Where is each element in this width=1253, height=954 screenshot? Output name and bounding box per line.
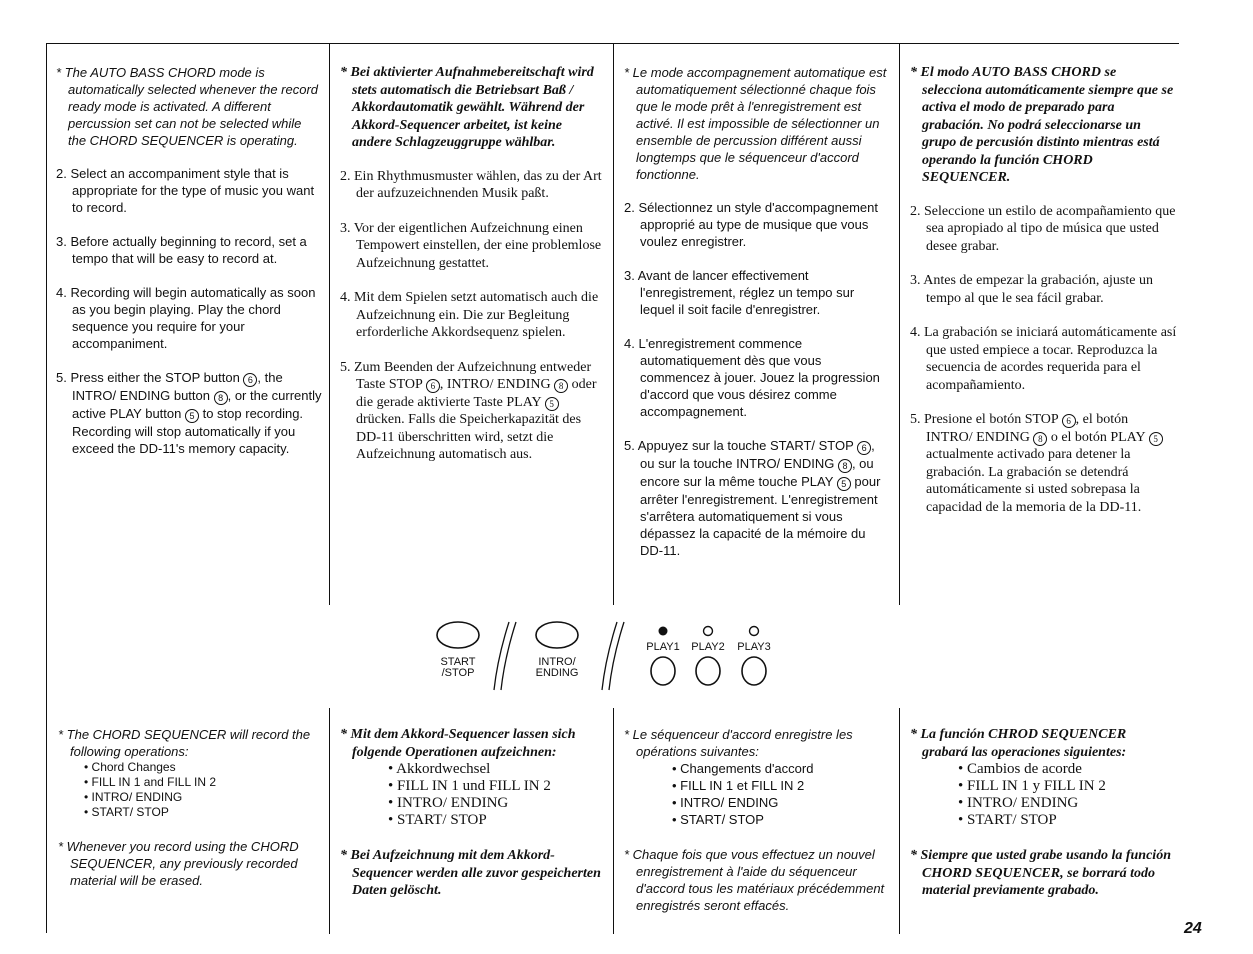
start-stop-button-icon [437, 622, 479, 648]
stop-button-ref-icon: 6 [1062, 414, 1076, 428]
note-english: * The AUTO BASS CHORD mode is automatically selected whenever the record ready mode is activated. A different percussion set can not be selected while the CHORD SEQUENCER is operating. [56, 65, 319, 148]
list-item: • FILL IN 1 et FILL IN 2 [672, 778, 805, 793]
step-2: 2. Ein Rhythmusmuster wählen, das zu der Art der aufzuzeichnenden Musik paßt. [340, 168, 602, 201]
intro-ending-button-ref-icon: 8 [214, 391, 228, 405]
stop-button-ref-icon: 6 [243, 373, 257, 387]
step-3: 3. Avant de lancer effectivement l'enregistrement, réglez un tempo sur lequel il soit facile d'enregistrer. [624, 268, 855, 317]
operations-list-english [58, 760, 320, 820]
list-item: • START/ STOP [388, 812, 487, 828]
list-item: • START/ STOP [84, 805, 169, 819]
play3-label: PLAY3 [737, 641, 771, 653]
list-item: • START/ STOP [672, 812, 764, 827]
play-button-ref-icon: 5 [837, 477, 851, 491]
step-2: 2. Select an accompaniment style that is appropriate for the type of music you want to record. [56, 166, 315, 215]
play1-led-icon [659, 627, 668, 636]
step-2: 2. Seleccione un estilo de acompañamiento que sea apropiado al tipo de música que usted desee grabar. [910, 203, 1176, 254]
erase-warning-spanish: * Siempre que usted grabe usando la función CHORD SEQUENCER, se borrará todo material previamente grabado. [910, 848, 1171, 898]
step-2: 2. Sélectionnez un style d'accompagnement approprié au type de musique que vous voulez enregistrer. [624, 200, 878, 249]
step-5: 5. Presione el botón STOP 6 , el botón INTRO/ ENDING 8 o el botón PLAY 5 actualmente activado para detener la grabación. La grabación se detendrá automáticamente si usted sobrepasa la capacidad de la memoria de la DD-11. [910, 411, 1178, 516]
list-item: • FILL IN 1 and FILL IN 2 [84, 775, 217, 789]
list-item: • FILL IN 1 y FILL IN 2 [958, 778, 1106, 794]
separator-slash-2 [602, 622, 624, 690]
list-item: • INTRO/ ENDING [388, 795, 509, 811]
play2-button-icon [696, 657, 720, 685]
operations-list-spanish [910, 761, 1172, 829]
step-5: 5. Appuyez sur la touche START/ STOP 6 , ou sur la touche INTRO/ ENDING 8 , ou encore sur la même touche PLAY 5 pour arrêter l'enregistrement. L'enregistrement s'arrêtera automatiquement si vous dépassez la capacité de la mémoire du DD-11. [624, 438, 881, 558]
separator-slash-1 [494, 622, 516, 690]
lower-column-french [624, 726, 892, 930]
play2-led-icon [704, 627, 713, 636]
page-number: 24 [1184, 920, 1202, 937]
list-item: • START/ STOP [958, 812, 1057, 828]
play3-button-icon [742, 657, 766, 685]
list-item: • Akkordwechsel [388, 761, 491, 777]
note-french: * Le mode accompagnement automatique est automatiquement sélectionné chaque fois que le mode prêt à l'enregistrement est activé. Il est impossible de sélectionner un ensemble de percussion différent aussi longtemps que le séquenceur d'accord fonctionne. [624, 65, 887, 182]
play-button-ref-icon: 5 [1149, 432, 1163, 446]
play1-label: PLAY1 [646, 641, 680, 653]
erase-warning-english: * Whenever you record using the CHORD SEQUENCER, any previously recorded material will be erased. [58, 839, 299, 888]
play2-label: PLAY2 [691, 641, 725, 653]
play-button-ref-icon: 5 [545, 397, 559, 411]
list-item: • INTRO/ ENDING [672, 795, 779, 810]
intro-ending-button-ref-icon: 8 [554, 379, 568, 393]
step-5: 5. Zum Beenden der Aufzeichnung entweder Taste STOP 6 , INTRO/ ENDING 8 oder die gerade aktivierte Taste PLAY 5 drücken. Falls die Speicherkapazität des DD-11 überschritten wird, setzt die Aufzeichnung automatisch aus. [340, 359, 597, 462]
erase-warning-french: * Chaque fois que vous effectuez un nouvel enregistrement à l'aide du séquenceur d'accord tous les matériaux précédemment enregistrés seront effacés. [624, 847, 885, 913]
list-item: • FILL IN 1 und FILL IN 2 [388, 778, 551, 794]
list-item: • INTRO/ ENDING [958, 795, 1079, 811]
sequencer-intro-french: * Le séquenceur d'accord enregistre les opérations suivantes: [624, 727, 853, 759]
note-german: * Bei aktivierter Aufnahmebereitschaft wird stets automatisch die Betriebsart Baß / Akkordautomatik gewählt. Während der Akkord-Sequencer arbeitet, ist keine andere Schlagzeuggruppe wählbar. [340, 65, 594, 150]
list-item: • Cambios de acorde [958, 761, 1082, 777]
intro-ending-button-ref-icon: 8 [1033, 432, 1047, 446]
lower-column-german [340, 726, 602, 916]
step-3: 3. Antes de empezar la grabación, ajuste un tempo al que le sea fácil grabar. [910, 273, 1153, 306]
list-item: • Chord Changes [84, 760, 176, 774]
intro-ending-button-icon [536, 622, 578, 648]
list-item: • Changements d'accord [672, 761, 814, 776]
play1-button-icon [651, 657, 675, 685]
start-stop-label: START /STOP [440, 656, 476, 679]
step-3: 3. Vor der eigentlichen Aufzeichnung einen Tempowert einstellen, der eine problemlose Aufzeichnung gestattet. [340, 220, 602, 271]
list-item: • INTRO/ ENDING [84, 790, 183, 804]
lower-column-spanish [910, 726, 1172, 916]
sequencer-intro-german: * Mit dem Akkord-Sequencer lassen sich folgende Operationen aufzeichnen: [340, 727, 576, 760]
erase-warning-german: * Bei Aufzeichnung mit dem Akkord-Sequencer werden alle zuvor gespeicherten Daten gelöscht. [340, 848, 601, 898]
step-3: 3. Before actually beginning to record, set a tempo that will be easy to record at. [56, 234, 307, 266]
intro-ending-button-ref-icon: 8 [838, 459, 852, 473]
step-4: 4. La grabación se iniciará automáticamente así que usted empiece a tocar. Reproduzca la secuencia de acordes requerida para el acompañamiento. [910, 325, 1177, 393]
sequencer-intro-spanish: * La función CHROD SEQUENCER grabará las operaciones siguientes: [910, 727, 1127, 760]
step-4: 4. Mit dem Spielen setzt automatisch auch die Aufzeichnung ein. Die zur Begleitung erforderliche Akkordsequenz spielen. [340, 290, 599, 340]
lower-column-english [58, 726, 320, 905]
play-button-ref-icon: 5 [185, 409, 199, 423]
stop-button-ref-icon: 6 [426, 379, 440, 393]
intro-ending-label: INTRO/ ENDING [535, 656, 579, 679]
step-4: 4. Recording will begin automatically as soon as you begin playing. Play the chord sequence you require for your accompaniment. [56, 285, 316, 351]
step-4: 4. L'enregistrement commence automatiquement dès que vous commencez à jouer. Jouez la progression d'accord que vous désirez comme accompagnement. [624, 336, 880, 419]
stop-button-ref-icon: 6 [857, 441, 871, 455]
sequencer-intro-english: * The CHORD SEQUENCER will record the following operations: [58, 727, 311, 759]
operations-list-german [340, 761, 602, 829]
operations-list-french [624, 760, 892, 828]
note-spanish: * El modo AUTO BASS CHORD se selecciona automáticamente siempre que se activa el modo de preparado para grabación. No podrá seleccionarse un grupo de percusión distinto mientras está operando la función CHORD SEQUENCER. [910, 65, 1174, 185]
play3-led-icon [750, 627, 759, 636]
step-5: 5. Press either the STOP button 6 , the INTRO/ ENDING button 8 , or the currently active PLAY button 5 to stop recording. Recording will stop automatically if you exceed the DD-11's memory capacity. [56, 370, 322, 456]
